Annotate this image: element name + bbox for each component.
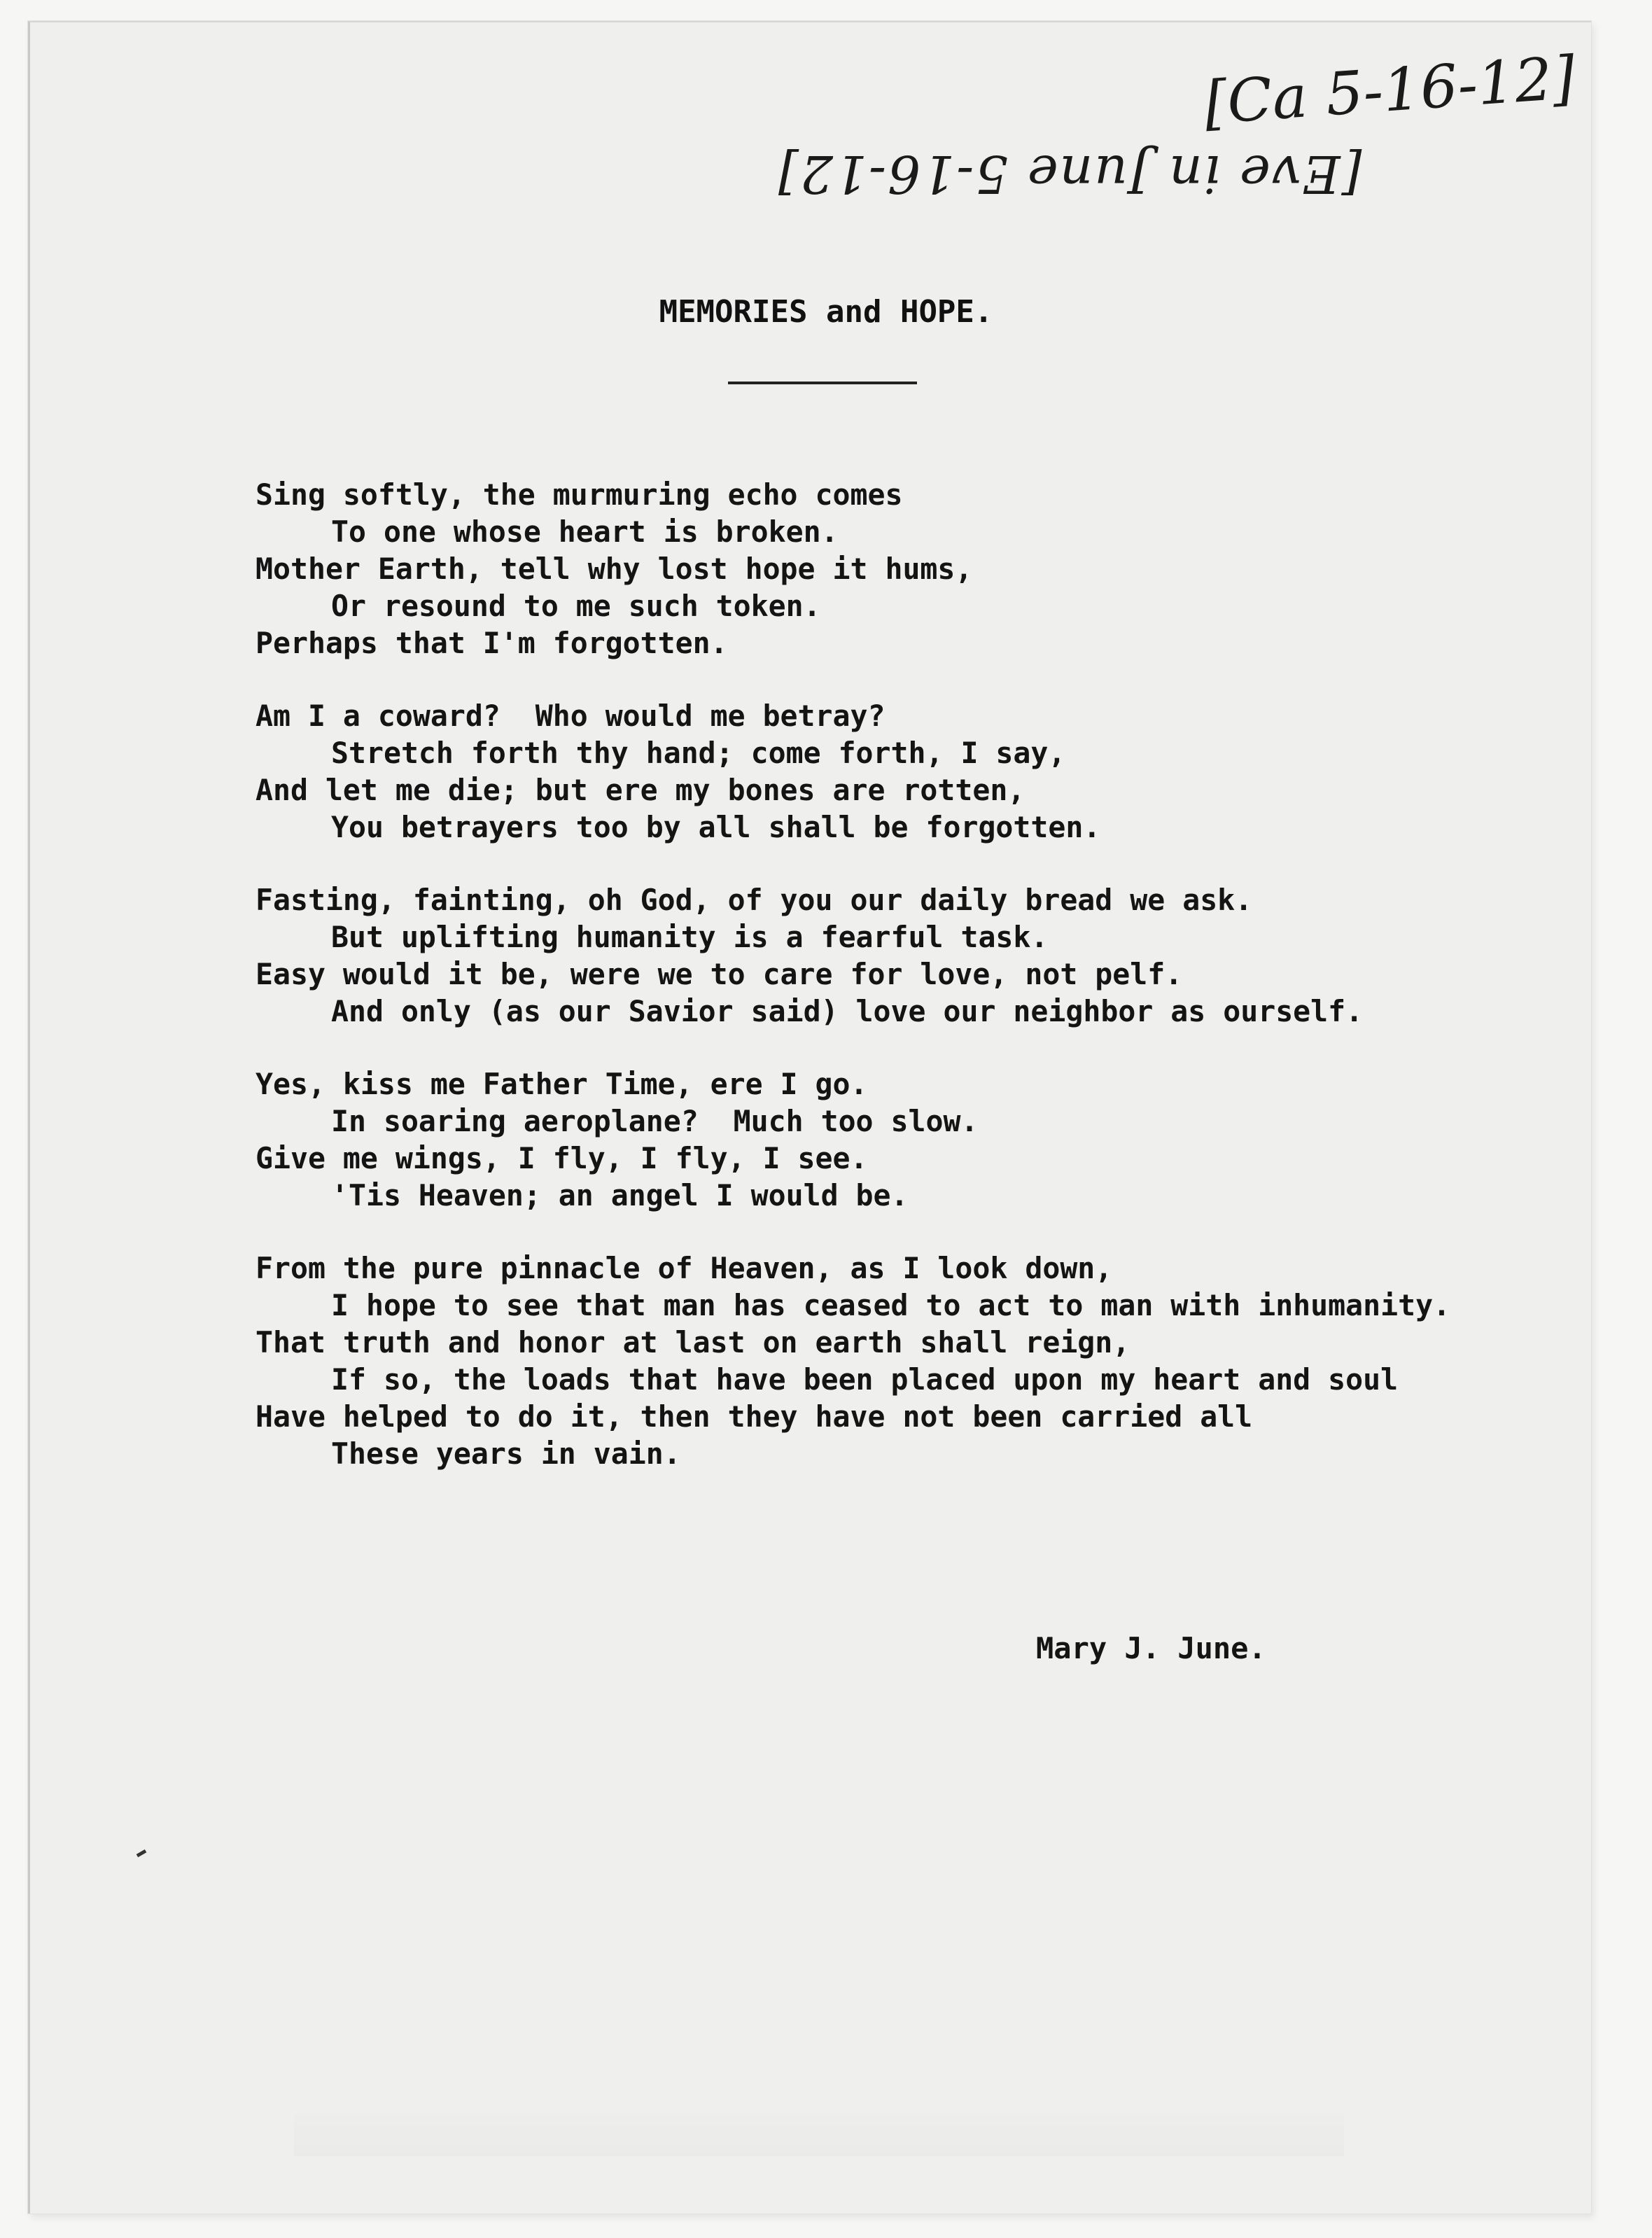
poem-line: In soaring aeroplane? Much too slow. [331, 1104, 979, 1138]
stanza [255, 697, 1586, 846]
poem-line: Perhaps that I'm forgotten. [255, 626, 728, 660]
poem-line: Mother Earth, tell why lost hope it hums, [255, 552, 973, 586]
poem-line: If so, the loads that have been placed upon my heart and soul [331, 1362, 1399, 1397]
signature: Mary J. June. [1036, 1631, 1266, 1665]
poem-line: Stretch forth thy hand; come forth, I say, [331, 736, 1066, 770]
poem-line: These years in vain. [331, 1436, 681, 1471]
poem-line: From the pure pinnacle of Heaven, as I look down, [255, 1251, 1113, 1285]
title-underline [728, 382, 917, 384]
poem-line: Sing softly, the murmuring echo comes [255, 477, 903, 512]
poem-line: But uplifting humanity is a fearful task. [331, 920, 1049, 954]
handwritten-annotation-top: [Ca 5-16-12] [1202, 43, 1578, 138]
poem-title: MEMORIES and HOPE. [659, 294, 993, 330]
poem-line: You betrayers too by all shall be forgotten. [331, 810, 1101, 844]
poem-line: And only (as our Savior said) love our neighbor as ourself. [331, 994, 1364, 1028]
poem-line: And let me die; but ere my bones are rotten, [255, 773, 1026, 807]
poem-line: Easy would it be, were we to care for love, not pelf. [255, 957, 1183, 991]
poem-line: That truth and honor at last on earth shall reign, [255, 1325, 1130, 1359]
poem-line: Have helped to do it, then they have not been carried all [255, 1399, 1253, 1434]
poem-line: Fasting, fainting, oh God, of you our daily bread we ask. [255, 883, 1253, 917]
poem-line: To one whose heart is broken. [331, 515, 839, 549]
poem-line: I hope to see that man has ceased to act to man with inhumanity. [331, 1288, 1451, 1322]
poem-line: Give me wings, I fly, I fly, I see. [255, 1141, 868, 1175]
poem-line: Yes, kiss me Father Time, ere I go. [255, 1067, 868, 1101]
poem-body [255, 476, 1586, 1508]
handwritten-annotation-inverted: [Eve in June 5-16-12] [777, 144, 1362, 204]
stanza [255, 476, 1586, 662]
poem-line: Am I a coward? Who would me betray? [255, 699, 886, 733]
stanza [255, 1065, 1586, 1214]
bleed-through-text [294, 2114, 1344, 2156]
stanza [255, 881, 1586, 1030]
poem-line: Or resound to me such token. [331, 589, 821, 623]
stanza [255, 1250, 1586, 1472]
poem-line: 'Tis Heaven; an angel I would be. [331, 1178, 909, 1212]
